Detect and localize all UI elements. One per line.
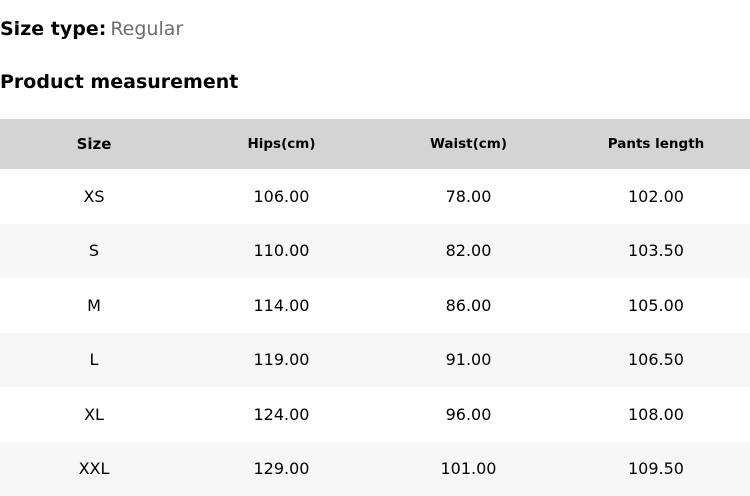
- cell-pants-length: 105.00: [562, 278, 750, 333]
- cell-hips: 119.00: [188, 333, 375, 388]
- table-header-row: [0, 119, 750, 169]
- cell-size: S: [0, 224, 188, 279]
- size-type-row: [0, 0, 750, 41]
- cell-pants-length: 103.50: [562, 224, 750, 279]
- table-row: [0, 169, 750, 224]
- column-header-waist: Waist(cm): [375, 119, 562, 169]
- cell-hips: 124.00: [188, 387, 375, 442]
- cell-waist: 91.00: [375, 333, 562, 388]
- page-title: Product measurement: [0, 41, 750, 94]
- cell-waist: 86.00: [375, 278, 562, 333]
- cell-hips: 106.00: [188, 169, 375, 224]
- cell-hips: 129.00: [188, 442, 375, 496]
- table-row: [0, 333, 750, 388]
- table-row: [0, 278, 750, 333]
- cell-size: XS: [0, 169, 188, 224]
- cell-waist: 82.00: [375, 224, 562, 279]
- cell-pants-length: 109.50: [562, 442, 750, 496]
- cell-waist: 101.00: [375, 442, 562, 496]
- cell-size: XL: [0, 387, 188, 442]
- product-measurement-table: [0, 119, 750, 496]
- cell-size: M: [0, 278, 188, 333]
- cell-pants-length: 108.00: [562, 387, 750, 442]
- column-header-size: Size: [0, 119, 188, 169]
- cell-pants-length: 102.00: [562, 169, 750, 224]
- table-row: [0, 387, 750, 442]
- cell-size: XXL: [0, 442, 188, 496]
- table-row: [0, 442, 750, 496]
- table-header: [0, 119, 750, 169]
- column-header-pants-length: Pants length: [562, 119, 750, 169]
- cell-size: L: [0, 333, 188, 388]
- cell-hips: 110.00: [188, 224, 375, 279]
- cell-waist: 78.00: [375, 169, 562, 224]
- column-header-hips: Hips(cm): [188, 119, 375, 169]
- table-row: [0, 224, 750, 279]
- size-type-value: Regular: [110, 18, 183, 40]
- table-body: [0, 169, 750, 496]
- cell-hips: 114.00: [188, 278, 375, 333]
- size-type-label: Size type:: [0, 18, 106, 40]
- cell-waist: 96.00: [375, 387, 562, 442]
- cell-pants-length: 106.50: [562, 333, 750, 388]
